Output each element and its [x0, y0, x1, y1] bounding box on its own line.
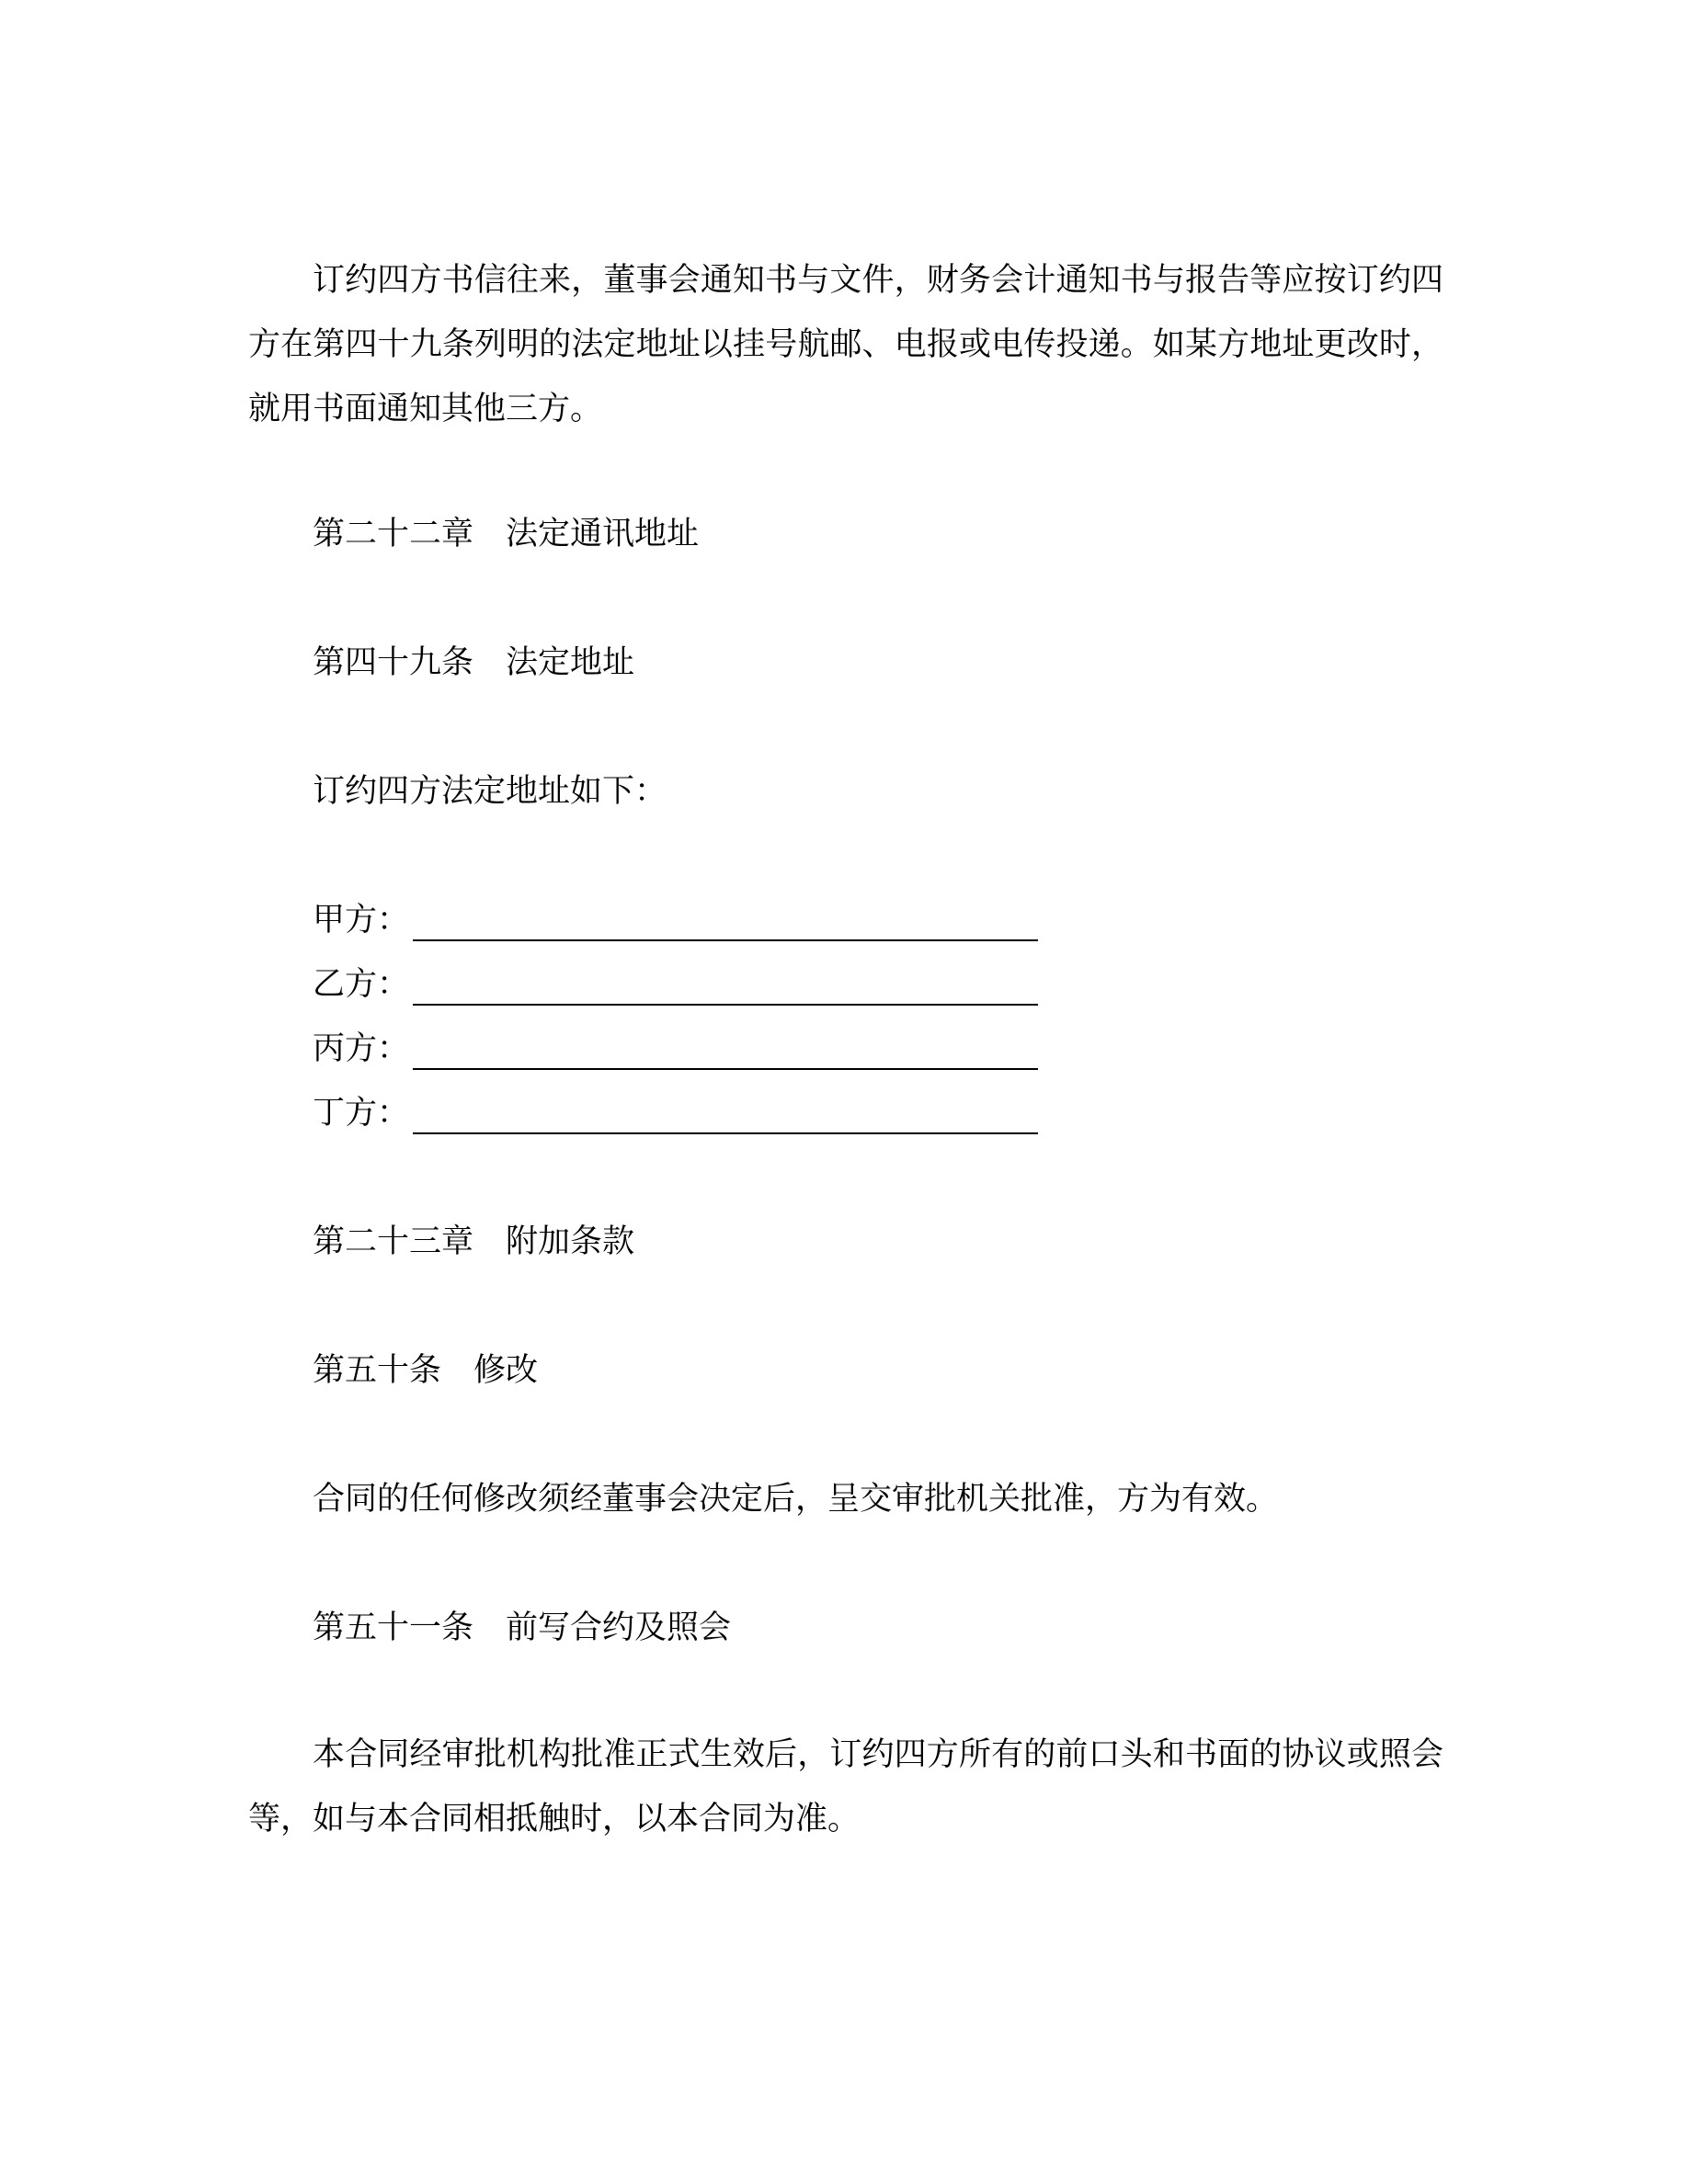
paragraph-address-intro: 订约四方法定地址如下：	[313, 773, 667, 810]
address-blank-line[interactable]	[413, 1031, 1038, 1070]
paragraph-amendment: 合同的任何修改须经董事会决定后，呈交审批机关批准，方为有效。	[313, 1481, 1279, 1518]
chapter-22-heading	[313, 511, 699, 557]
article-49-number: 第四十九条	[313, 644, 474, 681]
address-row-party-d	[313, 1090, 1038, 1136]
address-blank-line[interactable]	[413, 967, 1038, 1006]
address-label: 丙方：	[313, 1030, 410, 1067]
paragraph-correspondence: 订约四方书信往来，董事会通知书与文件，财务会计通知书与报告等应按订约四方在第四十九条列明的法定地址以挂号航邮、电报或电传投递。如某方地址更改时，就用书面通知其他三方。	[248, 262, 1443, 427]
article-50-number: 第五十条	[313, 1352, 442, 1389]
article-50-title: 修改	[473, 1352, 539, 1389]
address-row-party-b	[313, 961, 1038, 1007]
address-label: 乙方：	[313, 966, 410, 1003]
chapter-23-number: 第二十三章	[313, 1223, 474, 1260]
address-row-party-a	[313, 897, 1038, 943]
paragraph-prior-agreements: 本合同经审批机构批准正式生效后，订约四方所有的前口头和书面的协议或照会等，如与本合同相抵触时，以本合同为准。	[248, 1736, 1443, 1837]
article-49-title: 法定地址	[506, 644, 635, 681]
article-50-heading	[313, 1348, 538, 1393]
article-51-heading	[313, 1605, 731, 1651]
chapter-23-title: 附加条款	[506, 1223, 635, 1260]
address-blank-line[interactable]	[413, 903, 1038, 941]
chapter-22-number: 第二十二章	[313, 516, 474, 552]
article-51-number: 第五十一条	[313, 1610, 474, 1646]
address-label: 甲方：	[313, 902, 410, 938]
chapter-23-heading	[313, 1219, 634, 1265]
chapter-22-title: 法定通讯地址	[506, 516, 700, 552]
address-label: 丁方：	[313, 1095, 410, 1132]
address-blank-line[interactable]	[413, 1096, 1038, 1134]
article-49-heading	[313, 640, 634, 686]
article-51-title: 前写合约及照会	[506, 1610, 732, 1646]
address-row-party-c	[313, 1026, 1038, 1072]
